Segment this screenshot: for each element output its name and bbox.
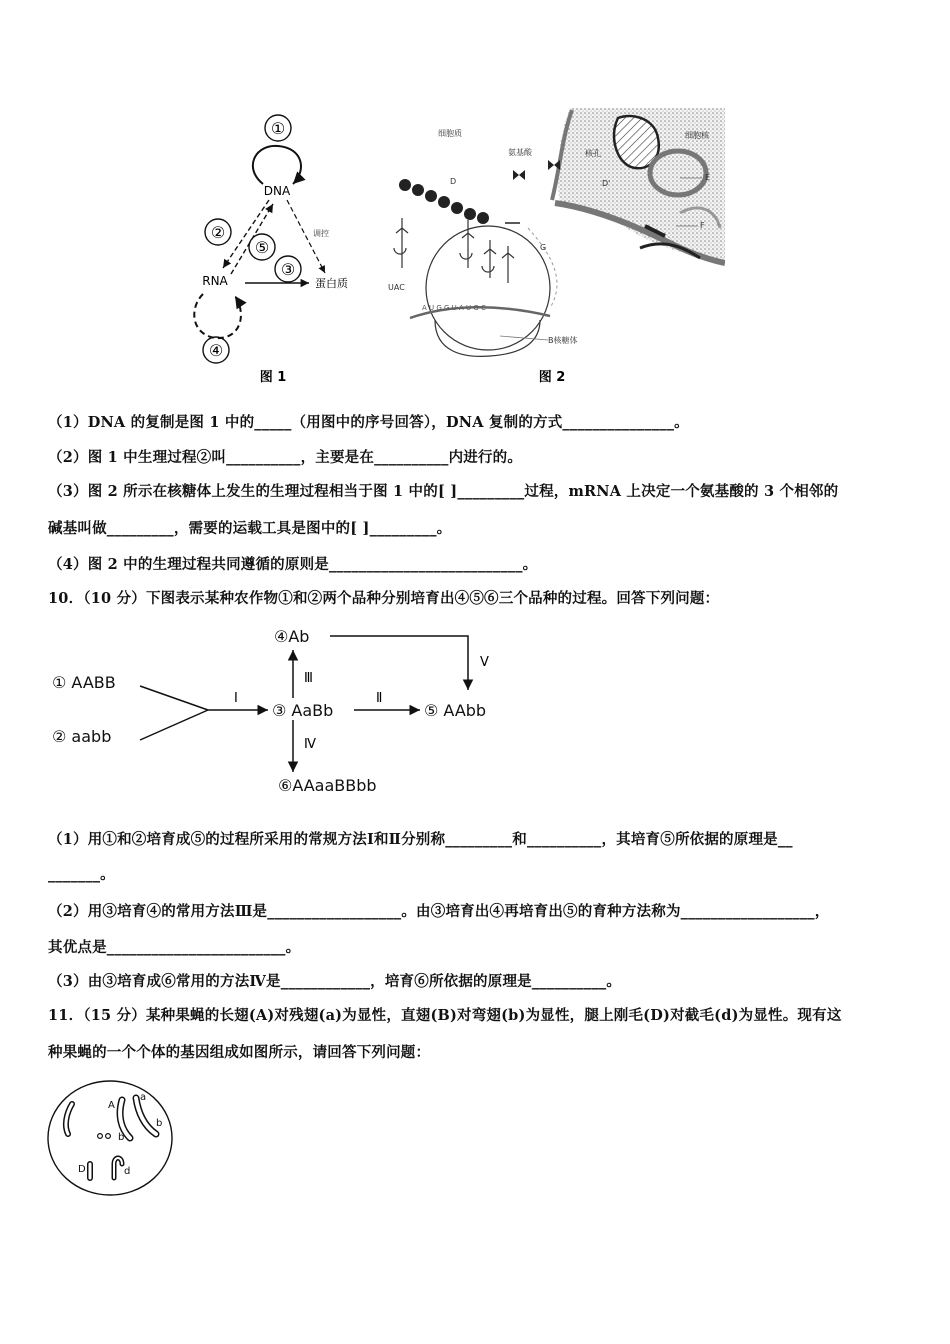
fig2-label-g: G (540, 243, 547, 252)
q10-p1: ① AABB (52, 673, 116, 692)
q10-step-4: Ⅳ (304, 737, 316, 752)
breeding-diagram (48, 620, 518, 805)
q10-p3: ③ AaBb (272, 701, 334, 720)
q9-question-3-cont: 碱基叫做_________，需要的运载工具是图中的[ ]_________。 (48, 520, 452, 537)
fig2-label-ribosome: B核糖体 (548, 336, 578, 345)
fig1-label-4: ④ (208, 341, 224, 360)
cell-label-D: D (78, 1164, 86, 1175)
figure-1-caption: 图 1 (259, 370, 287, 385)
fig1-arrow-label: 调控 (313, 229, 329, 238)
fig2-label-amino-acid: 氨基酸 (508, 148, 532, 157)
fig2-label-f: F (700, 221, 705, 230)
q10-p2: ② aabb (52, 727, 112, 746)
cell-label-A: A (108, 1100, 115, 1111)
fig2-label-d-prime: D' (602, 179, 611, 188)
fig1-label-3: ③ (280, 260, 296, 279)
fig2-label-e: E (705, 173, 711, 182)
q10-p4: ④Ab (274, 627, 310, 646)
q11-header-line2: 种果蝇的一个个体的基因组成如图所示，请回答下列问题： (48, 1044, 431, 1061)
fig2-label-anticodon: UAC (388, 283, 405, 292)
fig1-node-dna: DNA (263, 184, 291, 198)
q9-question-2: （2）图 1 中生理过程②叫__________，主要是在__________内进行的。 (48, 449, 523, 466)
q10-question-1-cont: _______。 (48, 866, 115, 883)
q11-cell-diagram (44, 1078, 184, 1203)
fig2-label-nucleus: 细胞核 (685, 131, 709, 140)
cell-chromosomes (44, 1078, 184, 1203)
fig2-label-cytoplasm: 细胞质 (438, 129, 462, 138)
q10-step-3: Ⅲ (304, 671, 313, 686)
figure-2-diagram (380, 108, 725, 390)
figure-2-caption: 图 2 (538, 370, 566, 385)
fig2-label-d: D (450, 177, 457, 186)
cell-label-b1: b (118, 1132, 125, 1143)
figure-2 (380, 108, 725, 390)
fig2-label-mrna: A U G G U A U G C (422, 304, 486, 312)
fig2-label-pore: 核孔 (585, 149, 601, 158)
q10-question-3: （3）由③培育成⑥常用的方法Ⅳ是____________，培育⑥所依据的原理是__________。 (48, 973, 622, 990)
q10-question-2-cont: 其优点是________________________。 (48, 939, 301, 956)
q9-question-3: （3）图 2 所示在核糖体上发生的生理过程相当于图 1 中的[ ]_________过程，mRNA 上决定一个氨基酸的 3 个相邻的 (48, 483, 839, 500)
cell-label-b2: b (156, 1118, 163, 1129)
q10-p6: ⑥AAaaBBbb (278, 776, 377, 795)
q10-header (48, 587, 719, 608)
q9-question-4: （4）图 2 中的生理过程共同遵循的原则是__________________________。 (48, 556, 538, 573)
q10-step-2: Ⅱ (376, 691, 383, 706)
q10-p5: ⑤ AAbb (424, 701, 487, 720)
cell-label-d: d (124, 1166, 131, 1177)
q10-question-1: （1）用①和②培育成⑤的过程所采用的常规方法Ⅰ和Ⅱ分别称_________和__________，其培育⑤所依据的原理是__ (48, 831, 793, 848)
q10-step-1: Ⅰ (234, 691, 238, 706)
fig1-label-1: ① (270, 119, 286, 138)
figure-1-diagram (185, 108, 355, 390)
q11-header-line1: 11．（15 分）某种果蝇的长翅(A)对残翅(a)为显性，直翅(B)对弯翅(b)为显性，腿上刚毛(D)对截毛(d)为显性。现有这 (48, 1007, 842, 1024)
q10-question-2: （2）用③培育④的常用方法Ⅲ是__________________。由③培育出④再培育出⑤的育种方法称为__________________， (48, 903, 830, 920)
cell-label-a: a (140, 1092, 147, 1103)
fig1-node-protein: 蛋白质 (315, 277, 348, 290)
q10-step-5: Ⅴ (480, 655, 489, 670)
fig1-node-rna: RNA (202, 274, 228, 288)
q10-diagram (48, 620, 518, 805)
q9-question-1: （1）DNA 的复制是图 1 中的_____（用图中的序号回答），DNA 复制的方式_______________。 (48, 414, 689, 431)
fig1-label-5: ⑤ (254, 238, 270, 257)
figure-1 (185, 108, 355, 390)
fig1-label-2: ② (210, 223, 226, 242)
q10-header-text: 10．（10 分）下图表示某种农作物①和②两个品种分别培育出④⑤⑥三个品种的过程。回答下列问题： (48, 590, 720, 607)
